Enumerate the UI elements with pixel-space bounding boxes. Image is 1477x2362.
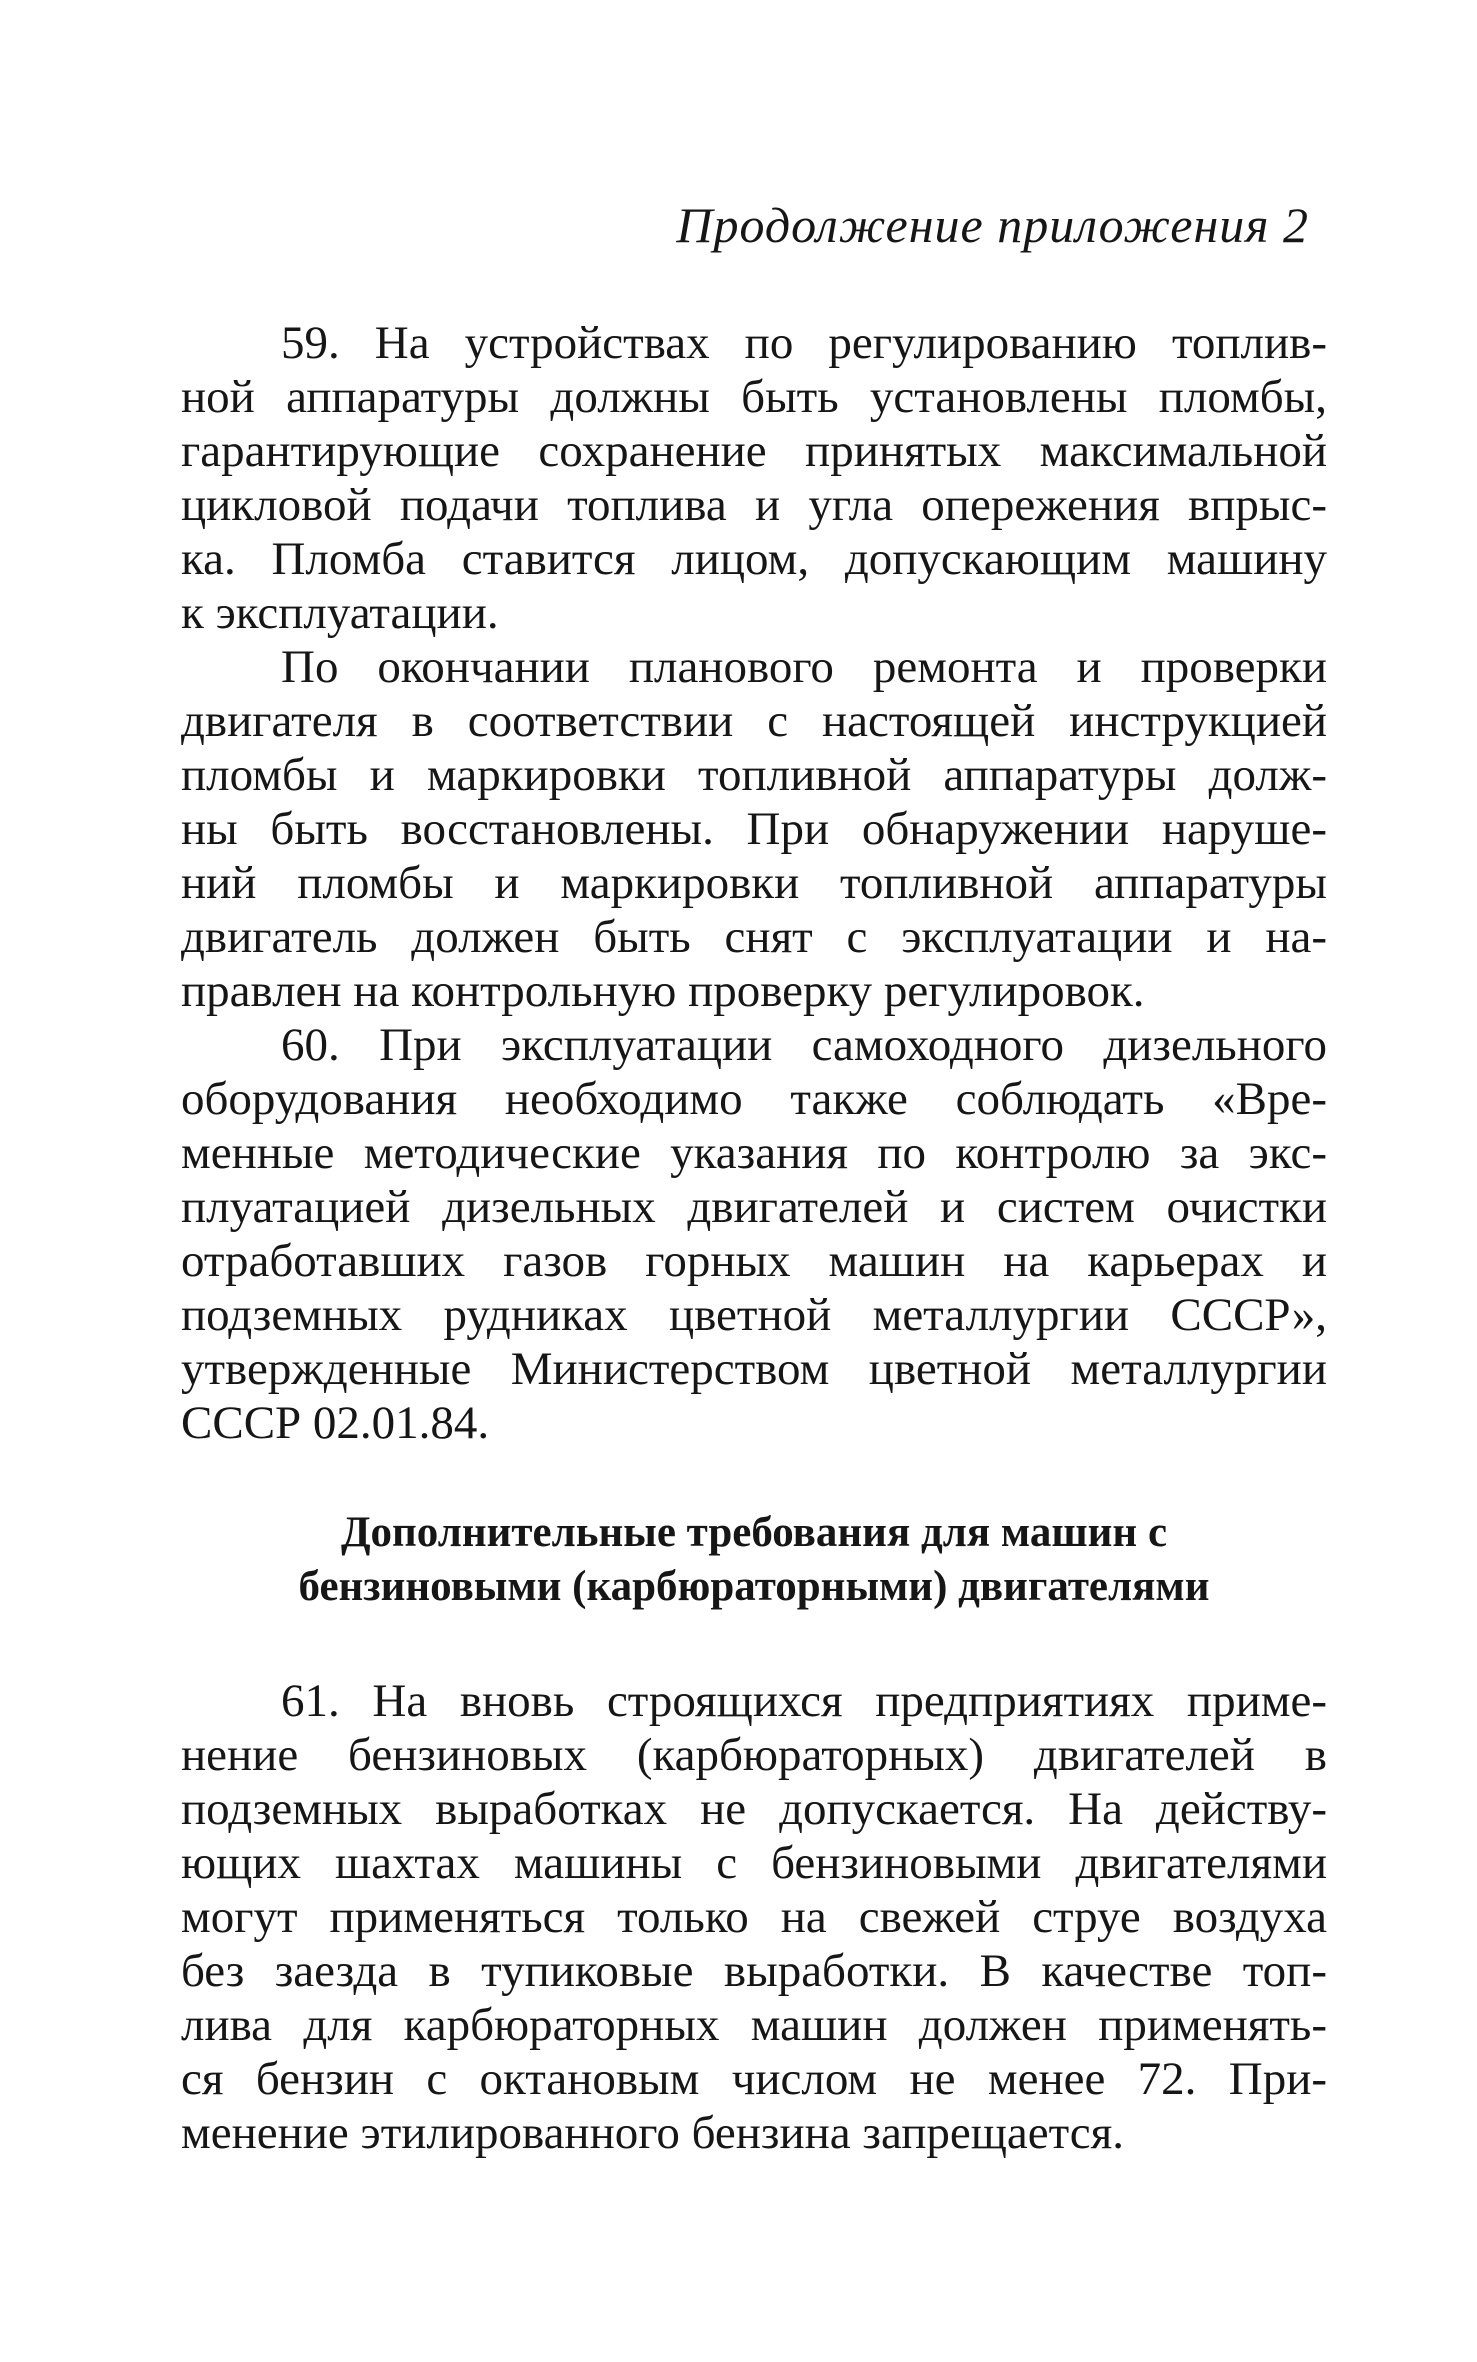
- text-line: ка. Пломба ставится лицом, допускающим машину: [181, 533, 1327, 585]
- text-line: могут применяться только на свежей струе воздуха: [181, 1891, 1327, 1943]
- text-line: без заезда в тупиковые выработки. В качестве топ-: [181, 1945, 1327, 1997]
- text-line: цикловой подачи топлива и угла опережения впрыс-: [181, 479, 1327, 531]
- text-line: утвержденные Министерством цветной металлургии: [181, 1343, 1327, 1395]
- text-line: оборудования необходимо также соблюдать «Вре-: [181, 1073, 1327, 1125]
- heading-line: бензиновыми (карбюраторными) двигателями: [298, 1563, 1210, 1610]
- text-line: По окончании планового ремонта и проверки: [281, 641, 1327, 693]
- text-line: двигателя в соответствии с настоящей инструкцией: [181, 695, 1327, 747]
- text-line: ны быть восстановлены. При обнаружении наруше-: [181, 803, 1327, 855]
- text-line: ний пломбы и маркировки топливной аппаратуры: [181, 857, 1327, 909]
- text-line: подземных выработках не допускается. На действу-: [181, 1783, 1327, 1835]
- text-line: ной аппаратуры должны быть установлены пломбы,: [181, 371, 1327, 423]
- running-head: Продолжение приложения 2: [676, 197, 1309, 253]
- text-line: ся бензин с октановым числом не менее 72. При-: [181, 2053, 1327, 2105]
- text-line: отработавших газов горных машин на карьерах и: [181, 1235, 1327, 1287]
- heading-line: Дополнительные требования для машин с: [340, 1509, 1168, 1556]
- text-line: лива для карбюраторных машин должен применять-: [181, 1999, 1327, 2051]
- text-line: двигатель должен быть снят с эксплуатации и на-: [181, 911, 1327, 963]
- text-line: менение этилированного бензина запрещается.: [181, 2107, 1124, 2159]
- text-line: менные методические указания по контролю за экс-: [181, 1127, 1327, 1179]
- text-line: подземных рудниках цветной металлургии СССР»,: [181, 1289, 1327, 1341]
- text-line: гарантирующие сохранение принятых максимальной: [181, 425, 1327, 477]
- text-line: пломбы и маркировки топливной аппаратуры долж-: [181, 749, 1327, 801]
- text-line: к эксплуатации.: [181, 587, 499, 639]
- text-line: плуатацией дизельных двигателей и систем очистки: [181, 1181, 1327, 1233]
- text-line: правлен на контрольную проверку регулировок.: [181, 965, 1145, 1017]
- text-line: нение бензиновых (карбюраторных) двигателей в: [181, 1729, 1327, 1781]
- text-line: 60. При эксплуатации самоходного дизельного: [281, 1019, 1327, 1071]
- text-line: 59. На устройствах по регулированию топлив-: [281, 317, 1327, 369]
- text-line: ющих шахтах машины с бензиновыми двигателями: [181, 1837, 1327, 1889]
- text-line: 61. На вновь строящихся предприятиях приме-: [281, 1675, 1327, 1727]
- text-line: СССР 02.01.84.: [181, 1397, 490, 1449]
